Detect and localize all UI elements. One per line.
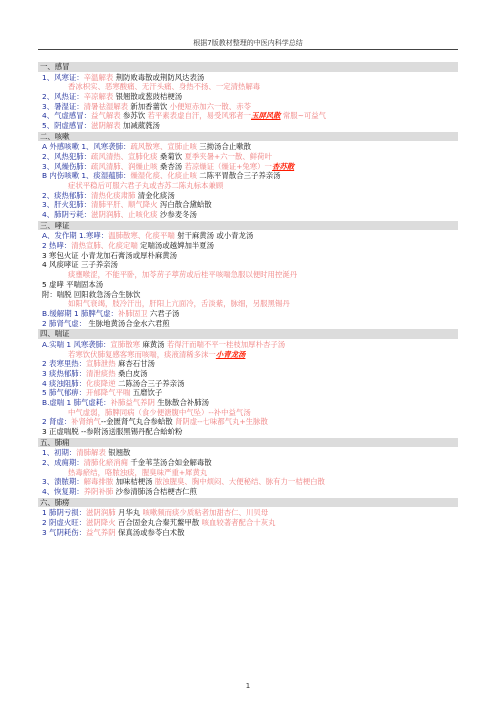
formula-text: 桑白皮汤 <box>115 368 148 378</box>
content-line <box>38 427 458 437</box>
section-heading: 五、肺痈 <box>38 438 458 448</box>
treatment-note: 清热宣肺、化痰定喘 <box>71 241 138 251</box>
treatment-note: 补肾纳气 <box>71 417 101 427</box>
formula-text: 麻杏石甘汤 <box>115 359 155 369</box>
treatment-note: 滋阴解表 <box>91 121 121 131</box>
content-line <box>38 251 458 261</box>
formula-text: 射干麻黄汤 或小青龙汤 <box>174 231 254 241</box>
content-line <box>38 487 458 497</box>
syndrome-label: 2、风热犯肺： <box>42 152 92 161</box>
treatment-note: 化痰降逆 <box>86 378 116 388</box>
formula-text: --金匮肾气丸合参蛤散 <box>100 417 176 427</box>
formula-text: 清金化痰汤 <box>135 190 175 200</box>
formula-text: 加味桔梗汤 <box>113 477 155 487</box>
treatment-note: 燥湿化痰、化痰止咳 <box>130 171 197 181</box>
section-heading: 二、咳嗽 <box>38 132 458 142</box>
syndrome-label: A.实喘 1 风寒袭肺： <box>42 339 111 349</box>
treatment-note: 宣肺泄热 <box>86 359 116 369</box>
treatment-note: 辛温解表 <box>83 72 114 82</box>
formula-text: 3 寒包火证 小青龙加石膏汤或厚朴麻黄汤 <box>42 250 178 260</box>
treatment-note: 清泄痰热 <box>86 368 116 378</box>
syndrome-label: 2 表寒里热： <box>42 359 87 369</box>
formula-text: 月华丸 <box>115 508 143 518</box>
treatment-note: 补肺益气养阴 <box>110 398 155 407</box>
syndrome-label: 4 痰浊阻肺： <box>42 378 87 388</box>
content-line <box>38 477 458 487</box>
syndrome-label: 5、阴虚感冒： <box>42 121 92 131</box>
content-line <box>38 388 458 398</box>
treatment-note: 热毒瘀结，咯脓浊痰，腥臭味严重+犀黄丸 <box>68 467 208 477</box>
treatment-note: 常服~可益气 <box>280 111 327 121</box>
formula-text: 保真汤或参苓白术散 <box>115 527 185 537</box>
treatment-note: 中气虚弱，肺脾同病（食少便溏腹中气坠）--补中益气汤 <box>68 407 251 417</box>
content-line <box>38 82 458 92</box>
formula-text: 麻黄汤 <box>140 339 167 349</box>
syndrome-label: 3、暑湿证： <box>42 101 84 111</box>
syndrome-label: A、发作期 1.寒哮： <box>42 231 109 241</box>
section-heading: 六、肺痨 <box>38 498 458 508</box>
treatment-note: 疏风清热、宣肺化痰 <box>91 152 158 161</box>
syndrome-label: 2、痰热郁肺： <box>42 190 92 200</box>
syndrome-label: 1、风寒证： <box>42 72 84 82</box>
content-line <box>38 340 458 350</box>
content-line <box>38 111 458 121</box>
section-heading: 一、感冒 <box>38 62 458 72</box>
content-line <box>38 92 458 102</box>
syndrome-label: 2 肺肾气虚： <box>42 318 87 328</box>
treatment-note: 疏风清肺、润燥止咳 <box>91 161 158 171</box>
content-line <box>38 417 458 427</box>
syndrome-label: 2 热哮： <box>42 241 72 251</box>
document-body <box>38 61 458 537</box>
formula-text: 生脉地黄汤合金水六君煎 <box>86 318 170 328</box>
treatment-note: 清热化痰肃肺 <box>91 190 136 200</box>
formula-text: 沙参清肺汤合桔梗杏仁煎 <box>113 487 197 497</box>
formula-text: 桑杏汤 <box>157 161 185 171</box>
highlighted-formula: 小青龙汤 <box>215 349 246 359</box>
syndrome-label: 3、溃脓期： <box>42 477 84 487</box>
syndrome-label: 2、风热证： <box>42 91 84 101</box>
highlighted-formula: 杏苏散 <box>271 161 295 171</box>
syndrome-label: B.缓解期 1 肺脾气虚： <box>42 308 118 318</box>
content-line <box>38 359 458 369</box>
formula-text: 千金苇茎汤合如金解毒散 <box>128 458 212 468</box>
treatment-note: 滋阴降火 <box>86 518 116 528</box>
treatment-note: 疏风散寒、宣肺止咳 <box>130 142 197 152</box>
content-line <box>38 518 458 528</box>
content-line <box>38 191 458 201</box>
content-line <box>38 121 458 131</box>
treatment-note: 辛凉解表 <box>83 91 114 101</box>
formula-text: 沙参麦冬汤 <box>157 210 197 220</box>
content-line <box>38 260 458 270</box>
content-line <box>38 528 458 538</box>
content-line <box>38 508 458 518</box>
treatment-note: 香冰枳实、恶寒酸痛、无汗头痛、身热不扬、一定清热解毒 <box>68 82 261 92</box>
treatment-note: 若平素表虚自汗，易受风邪者一 <box>147 111 251 121</box>
formula-text: 生脉散合补肺汤 <box>154 398 210 407</box>
treatment-note: 咳嗽频而痰少质粘者加甜杏仁、川贝母 <box>142 508 269 518</box>
content-line <box>38 299 458 309</box>
treatment-note: 益气解表 <box>91 111 121 121</box>
formula-text: 银翘散或葱豉桔梗汤 <box>113 91 183 101</box>
content-line <box>38 458 458 468</box>
highlighted-formula: 玉屏风散 <box>250 111 281 121</box>
treatment-note: 清肺解表 <box>76 448 106 458</box>
treatment-note: 清肺平肝、顺气降火 <box>91 200 158 210</box>
treatment-note: 肾阴虚--七味都气丸+生脉散 <box>175 417 268 427</box>
content-line <box>38 171 458 181</box>
syndrome-label: 4、恢复期： <box>42 487 84 497</box>
treatment-note: 养阴补肺 <box>83 487 114 497</box>
formula-text: 加减葳蕤汤 <box>120 121 160 131</box>
content-line <box>38 309 458 319</box>
treatment-note: 若凉燥证（燥证+兔寒）一 <box>184 161 272 171</box>
treatment-note: 开郁降气平喘 <box>86 388 131 398</box>
content-line <box>38 350 458 360</box>
formula-text: 五磨饮子 <box>130 388 163 398</box>
page-number: 1 <box>245 682 251 690</box>
syndrome-label: 1、初期： <box>42 448 77 458</box>
content-line <box>38 398 458 408</box>
content-line <box>38 142 458 152</box>
section-heading: 三、哮证 <box>38 221 458 231</box>
content-line <box>38 102 458 112</box>
treatment-note: 补肺固卫 <box>117 308 148 318</box>
treatment-note: 症状平稳后可服六君子丸或杏苏二陈丸标本兼顾 <box>68 181 224 191</box>
formula-text: 泻白散合黛蛤散 <box>157 200 212 210</box>
treatment-note: 如阳气衰竭，肢冷汗出，肝阳上亢面冷，舌淡紫，脉细，另服黑锡丹 <box>68 299 290 309</box>
content-line <box>38 468 458 478</box>
treatment-note: 若寒饮伏肺复感客寒而咳喘，痰液清稀多沫一 <box>68 349 216 359</box>
treatment-note: 若得汗而喘不平一桂枝加厚朴杏子汤 <box>166 339 286 349</box>
syndrome-label: 2、成痈期： <box>42 458 84 468</box>
treatment-note: 益气养阴 <box>86 527 116 537</box>
treatment-note: 解毒排脓 <box>83 477 114 487</box>
syndrome-label: 3 气阴耗伤： <box>42 527 87 537</box>
treatment-note: 夏季夹暑+六一散、鲜荷叶 <box>184 152 272 161</box>
page-header: 根据7版教材整理的中医内科学总结 <box>193 39 303 47</box>
treatment-note: 小便短赤加六一散、赤苓 <box>169 101 251 111</box>
syndrome-label: 2 肾虚： <box>42 417 72 427</box>
formula-text: 荆防败毒散或荆防风达表汤 <box>113 72 205 82</box>
content-line <box>38 152 458 162</box>
content-line <box>38 73 458 83</box>
syndrome-label: B.虚喘 1 肺气虚耗： <box>42 398 111 407</box>
formula-text: 新加香薷饮 <box>128 101 170 111</box>
syndrome-label: B 内伤咳嗽 1、痰湿蕴肺： <box>42 171 131 181</box>
formula-text: 附：喘脱 回阳救急汤合生脉饮 <box>42 289 141 299</box>
formula-text: 5 虚哮 平喘固本汤 <box>42 279 104 289</box>
treatment-note: 清肺化瘀消痈 <box>83 458 129 468</box>
header-divider <box>38 49 458 50</box>
treatment-note: 脓浊腥臭、胸中烦闷、大便秘结、脉有力一桔梗白散 <box>154 477 325 487</box>
syndrome-label: 4、气虚感冒： <box>42 111 92 121</box>
formula-text: 三拗汤合止嗽散 <box>196 142 251 152</box>
treatment-note: 咳血较著者配合十灰丸 <box>201 518 276 528</box>
formula-text: 百合固金丸合秦艽鳖甲散 <box>115 518 202 528</box>
formula-text: 桑菊饮 <box>157 152 185 161</box>
formula-text: 二陈平胃散合三子养亲汤 <box>196 171 281 181</box>
treatment-note: 滋阴润肺、止咳化痰 <box>91 210 158 220</box>
treatment-note: 痰壅喉涩，不能平卧，加苓苈子葶苈或后桂平咳喘急服以便时用控涎丹 <box>68 270 298 280</box>
formula-text: 3 正虚喘脱 --参附汤送服黑锡丹配合蛤蚧粉 <box>42 427 183 437</box>
syndrome-label: A 外感咳嗽 1、风寒袭肺： <box>42 142 131 152</box>
content-line <box>38 200 458 210</box>
syndrome-label: 5 肺气郁痹： <box>42 388 87 398</box>
content-line <box>38 181 458 191</box>
content-line <box>38 270 458 280</box>
syndrome-label: 3 痰热郁肺： <box>42 368 87 378</box>
treatment-note: 清暑祛湿解表 <box>83 101 129 111</box>
syndrome-label: 3、风燥伤肺： <box>42 161 92 171</box>
formula-text: 二陈汤合三子养亲汤 <box>115 378 185 388</box>
content-line <box>38 408 458 418</box>
content-line <box>38 162 458 172</box>
treatment-note: 宣肺散寒 <box>110 339 140 349</box>
formula-text: 4 风痰哮证 三子养亲汤 <box>42 260 118 270</box>
section-heading: 四、喘证 <box>38 329 458 339</box>
content-line <box>38 241 458 251</box>
formula-text: 银翘散 <box>105 448 131 458</box>
content-line <box>38 290 458 300</box>
syndrome-label: 3、肝火犯肺： <box>42 200 92 210</box>
treatment-note: 温肺散寒、化痰平喘 <box>108 231 175 241</box>
treatment-note: 滋阴润肺 <box>86 508 116 518</box>
syndrome-label: 1 肺阴亏损： <box>42 508 87 518</box>
content-line <box>38 369 458 379</box>
syndrome-label: 4、肺阴亏耗： <box>42 210 92 220</box>
syndrome-label: 2 阴虚火旺： <box>42 518 87 528</box>
content-line <box>38 280 458 290</box>
content-line <box>38 379 458 389</box>
content-line <box>38 231 458 241</box>
formula-text: 六君子汤 <box>147 308 180 318</box>
content-line <box>38 319 458 329</box>
formula-text: 定喘汤或越婢加半夏汤 <box>137 241 215 251</box>
content-line <box>38 448 458 458</box>
content-line <box>38 210 458 220</box>
formula-text: 参苏饮 <box>120 111 148 121</box>
